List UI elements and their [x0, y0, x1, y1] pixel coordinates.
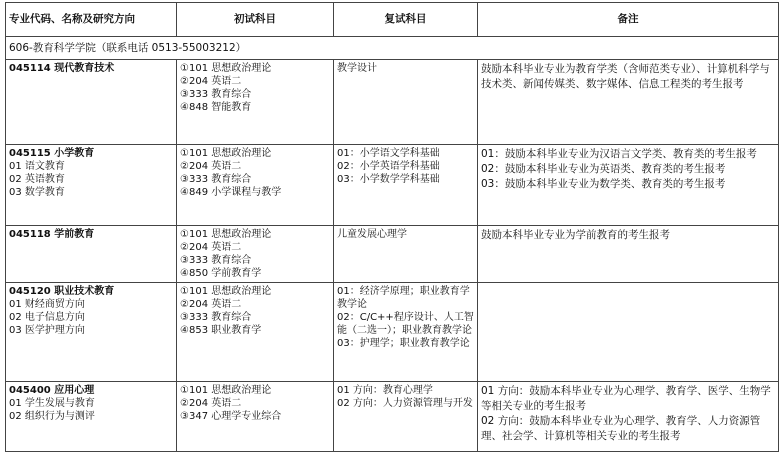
table-row [6, 226, 779, 283]
table-row [6, 382, 779, 452]
exam-subject: ③333 教育综合 [180, 255, 252, 266]
table-row [6, 145, 779, 226]
note-text: 鼓励本科毕业专业为学前教育的考生报考 [481, 229, 670, 241]
research-direction: 02 电子信息方向 [9, 312, 85, 323]
exam-subject: ④853 职业教育学 [180, 325, 262, 336]
exam-subject: ②204 英语二 [180, 242, 242, 253]
note-text: 03：鼓励本科毕业专业为数学类、教育类的考生报考 [481, 178, 726, 190]
admissions-table [5, 2, 779, 452]
exam-cell [177, 226, 334, 283]
exam-subject: ③333 教育综合 [180, 89, 252, 100]
retest-subject: 03：小学数学学科基础 [337, 174, 440, 185]
retest-subject: 03：护理学；职业教育教学论 [337, 338, 470, 349]
header-notes: 备注 [478, 3, 779, 37]
notes-cell [478, 382, 779, 452]
table-row [6, 283, 779, 382]
exam-cell [177, 145, 334, 226]
retest-subject: 02 方向：人力资源管理与开发 [337, 398, 473, 409]
table-row [6, 60, 779, 145]
major-cell [6, 226, 177, 283]
major-cell [6, 283, 177, 382]
note-text: 01 方向：鼓励本科毕业专业为心理学、教育学、医学、生物学等相关专业的考生报考 [481, 385, 771, 412]
notes-cell [478, 283, 779, 382]
exam-subject: ③347 心理学专业综合 [180, 411, 282, 422]
exam-subject: ①101 思想政治理论 [180, 229, 272, 240]
header-retest: 复试科目 [334, 3, 478, 37]
major-cell [6, 60, 177, 145]
note-text: 01：鼓励本科毕业专业为汉语言文学类、教育类的考生报考 [481, 148, 757, 160]
retest-cell [334, 382, 478, 452]
exam-subject: ④849 小学课程与教学 [180, 187, 282, 198]
major-name: 045115 小学教育 [9, 148, 95, 159]
retest-subject: 01：经济学原理；职业教育学教学论 [337, 286, 470, 310]
exam-cell [177, 283, 334, 382]
research-direction: 02 英语教育 [9, 174, 65, 185]
research-direction: 01 语文教育 [9, 161, 65, 172]
exam-subject: ④848 智能教育 [180, 102, 252, 113]
notes-cell [478, 226, 779, 283]
retest-cell [334, 283, 478, 382]
major-cell [6, 145, 177, 226]
research-direction: 02 组织行为与测评 [9, 411, 95, 422]
research-direction: 01 学生发展与教育 [9, 398, 95, 409]
research-direction: 03 数学教育 [9, 187, 65, 198]
exam-subject: ②204 英语二 [180, 76, 242, 87]
note-text: 02：鼓励本科毕业专业为英语类、教育类的考生报考 [481, 163, 726, 175]
exam-subject: ①101 思想政治理论 [180, 385, 272, 396]
exam-subject: ②204 英语二 [180, 398, 242, 409]
major-name: 045120 职业技术教育 [9, 286, 115, 297]
retest-cell [334, 226, 478, 283]
notes-cell [478, 145, 779, 226]
major-name: 045400 应用心理 [9, 385, 95, 396]
notes-cell [478, 60, 779, 145]
research-direction: 01 财经商贸方向 [9, 299, 85, 310]
major-name: 045114 现代教育技术 [9, 63, 115, 74]
retest-cell [334, 60, 478, 145]
exam-subject: ④850 学前教育学 [180, 268, 262, 279]
exam-subject: ①101 思想政治理论 [180, 63, 272, 74]
retest-subject: 教学设计 [337, 63, 377, 74]
note-text: 鼓励本科毕业专业为教育学类（含师范类专业）、计算机科学与技术类、新闻传媒类、数字媒体、信息工程类的考生报考 [481, 63, 770, 90]
exam-subject: ②204 英语二 [180, 161, 242, 172]
retest-subject: 01 方向：教育心理学 [337, 385, 433, 396]
exam-cell [177, 60, 334, 145]
college-title: 606-教育科学学院（联系电话 0513-55003212） [6, 37, 779, 60]
exam-subject: ③333 教育综合 [180, 312, 252, 323]
exam-subject: ①101 思想政治理论 [180, 286, 272, 297]
retest-subject: 02：C/C++程序设计、人工智能（二选一）；职业教育教学论 [337, 312, 474, 336]
research-direction: 03 医学护理方向 [9, 325, 85, 336]
retest-subject: 儿童发展心理学 [337, 229, 407, 240]
note-text: 02 方向：鼓励本科毕业专业为心理学、教育学、人力资源管理、社会学、计算机等相关专业的考生报考 [481, 415, 761, 442]
exam-subject: ③333 教育综合 [180, 174, 252, 185]
exam-subject: ②204 英语二 [180, 299, 242, 310]
header-initial-exam: 初试科目 [177, 3, 334, 37]
exam-subject: ①101 思想政治理论 [180, 148, 272, 159]
retest-subject: 01：小学语文学科基础 [337, 148, 440, 159]
major-cell [6, 382, 177, 452]
college-row [6, 37, 779, 60]
major-name: 045118 学前教育 [9, 229, 95, 240]
retest-subject: 02：小学英语学科基础 [337, 161, 440, 172]
header-major: 专业代码、名称及研究方向 [6, 3, 177, 37]
retest-cell [334, 145, 478, 226]
exam-cell [177, 382, 334, 452]
header-row [6, 3, 779, 37]
